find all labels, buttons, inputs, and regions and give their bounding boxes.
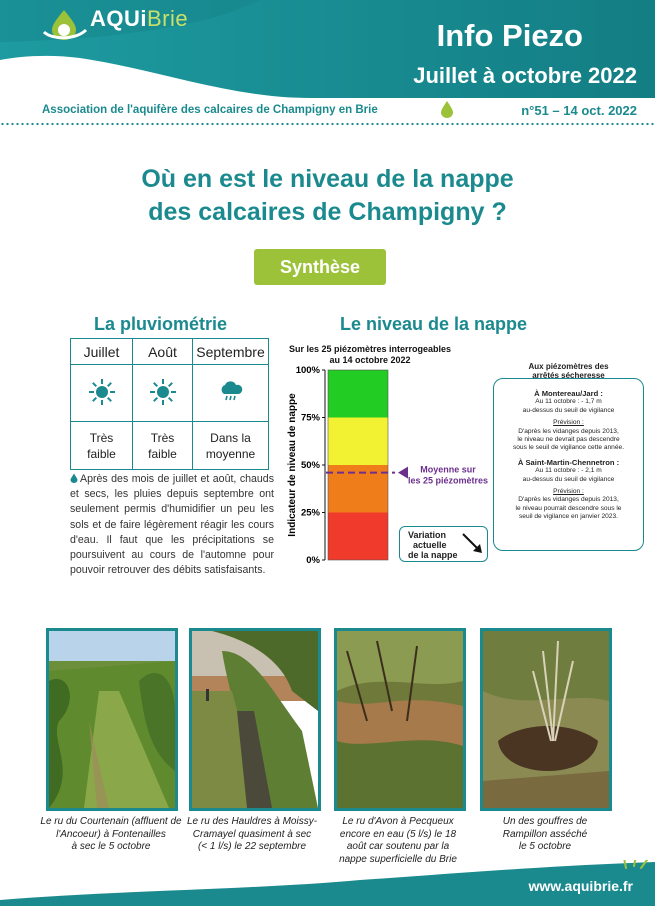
y-tick-label: 75% [300,412,320,424]
photo-caption: Le ru du Courtenain (affluent de l'Ancoeur) à Fontenailles à sec le 5 octobre [40,816,182,852]
gauge-band [328,370,388,418]
association-name: Association de l'aquifère des calcaires de Champigny en Brie [42,104,378,116]
page-title-line1: Où en est le niveau de la nappe [141,165,514,193]
logo-wordmark: AQUiBrie [90,6,189,31]
mean-label: Moyenne sur [420,464,476,475]
pluvio-paragraph: Après des mois de juillet et août, chauds et secs, les pluies depuis septembre ont seulement permis d'humidifier un peu les sols et de faire légèrement réagir les cours d'eau. Il faut que les précipitations se poursuivent au cours de l'automne pour pouvoir retrouver des débits satisfaisants. [70,473,274,577]
photo-caption: Le ru des Hauldres à Moissy- Cramayel quasiment à sec (< 1 l/s) le 22 septembre [186,816,318,852]
site-name: À Saint-Martin-Chennetron : [517,457,620,467]
drop-icon [70,473,78,483]
arrow-down-right-icon [458,528,488,558]
variation-box: Variation actuelle de la nappe [399,526,488,562]
photo-gouffre-rampillon [480,628,612,811]
weather-cell [133,365,193,422]
y-axis-label: Indicateur de niveau de nappe [287,393,298,537]
month-cell: Septembre [193,339,269,365]
drop-icon [440,100,454,118]
y-tick-label: 25% [300,507,320,519]
rain-cloud-icon [218,381,244,403]
rain-value-cell: Très faible [71,422,133,470]
gauge-caption: Sur les 25 piézomètres interrogeables au 14 octobre 2022 [288,344,452,365]
newsletter-period: Juillet à octobre 2022 [413,63,637,88]
mean-label: les 25 piézomètres [407,475,489,486]
photo-ru-avon [334,628,466,811]
photo-ru-courtenain [46,628,178,811]
y-tick-label: 50% [300,460,320,471]
photo-ru-hauldres [189,628,321,811]
pluvio-title: La pluviométrie [94,314,228,334]
weather-cell [71,365,133,422]
site-name: À Montereau/Jard : [534,389,603,398]
header [0,0,655,100]
sun-icon [87,377,117,407]
issue-number: n°51 – 14 oct. 2022 [521,103,637,118]
month-cell: Août [133,339,193,365]
page-title-line2: des calcaires de Champigny ? [148,198,507,226]
website-link[interactable]: www.aquibrie.fr [528,878,633,894]
pluvio-table [70,338,269,470]
gauge-band [328,418,388,466]
rain-value-cell: Très faible [133,422,193,470]
month-cell: Juillet [71,339,133,365]
gauge-band [328,513,388,561]
page-title [0,163,655,229]
dotted-divider [0,122,655,126]
mean-marker [398,467,408,479]
y-tick-label: 0% [306,555,320,566]
sun-icon [148,377,178,407]
y-tick-label: 100% [295,365,320,376]
photo-caption: Le ru d'Avon à Pecqueux encore en eau (5 l/s) le 18 août car soutenu par la nappe superficielle du Brie [339,816,457,865]
newsletter-title: Info Piezo [436,18,583,53]
weather-cell [193,365,269,422]
nappe-title: Le niveau de la nappe [340,314,528,334]
photo-caption: Un des gouffres de Rampillon asséché le 5 octobre [502,816,588,852]
synthese-heading: Synthèse [254,249,386,285]
side-box-title: Aux piézomètres des arrêtés sécheresse [497,362,640,380]
rain-value-cell: Dans la moyenne [193,422,269,470]
piezometer-box: À Montereau/Jard : Au 11 octobre : - 1,7 m au-dessus du seuil de vigilance Prévision : D'après les vidanges depuis 2013, le niveau ne devrait pas descendre sous le seuil de vigilance cette année. À Saint-Martin-Chennetron : Au 11 octobre : - 2,1 m au-dessus du seuil de vigilance Prévision : D'après les vidanges depuis 2013, le niveau pourrait descendre sous le seuil de vigilance en janvier 2023. [493,378,644,551]
